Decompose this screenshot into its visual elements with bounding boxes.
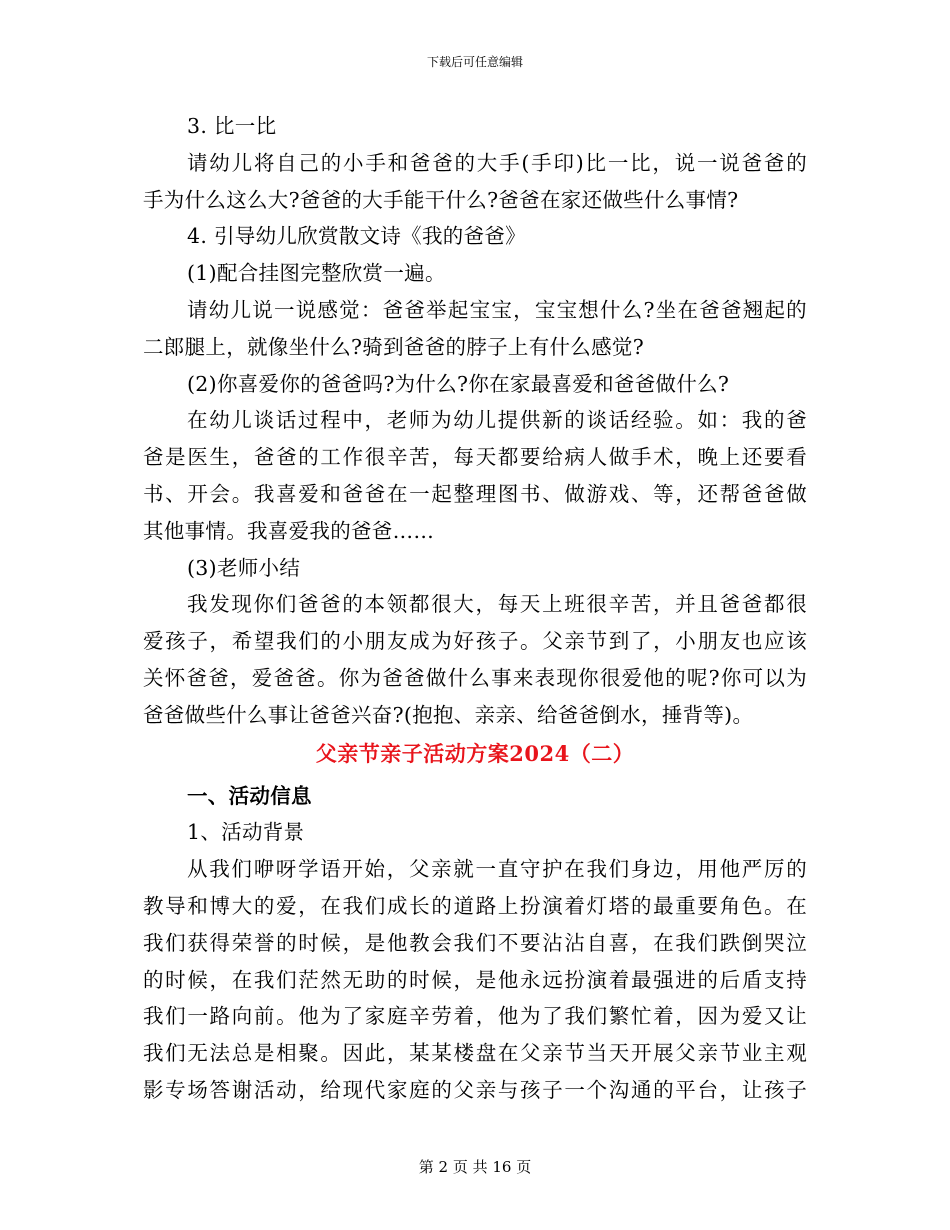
text-line: 的时候，在我们茫然无助的时候，是他永远扮演着最强进的后盾支持 <box>143 967 807 992</box>
text-block-lesson-steps <box>143 108 807 734</box>
text-line: 教导和博大的爱，在我们成长的道路上扮演着灯塔的最重要角色。在 <box>143 893 807 918</box>
text-line: 3. 比一比 <box>187 114 277 138</box>
text-line: 我们获得荣誉的时候，是他教会我们不要沾沾自喜，在我们跌倒哭泣 <box>143 930 807 955</box>
text-line: 爸爸做些什么事让爸爸兴奋?(抱抱、亲亲、给爸爸倒水，捶背等)。 <box>143 702 754 727</box>
text-line: 爱孩子，希望我们的小朋友成为好孩子。父亲节到了，小朋友也应该 <box>143 629 807 654</box>
text-line: 手为什么这么大?爸爸的大手能干什么?爸爸在家还做些什么事情? <box>143 187 739 212</box>
text-line: 从我们咿呀学语开始，父亲就一直守护在我们身边，用他严厉的 <box>187 857 807 882</box>
text-line: (1)配合挂图完整欣赏一遍。 <box>187 261 446 286</box>
text-line: 一、活动信息 <box>187 783 312 808</box>
text-line: 请幼儿说一说感觉：爸爸举起宝宝，宝宝想什么?坐在爸爸翘起的 <box>187 297 807 322</box>
text-line: (2)你喜爱你的爸爸吗?为什么?你在家最喜爱和爸爸做什么? <box>187 371 730 396</box>
text-line: 我们一路向前。他为了家庭辛劳着，他为了我们繁忙着，因为爱又让 <box>143 1004 807 1029</box>
text-block-activity-info <box>143 778 807 1109</box>
text-line: 爸是医生，爸爸的工作很辛苦，每天都要给病人做手术，晚上还要看 <box>143 445 807 470</box>
document-body <box>143 108 807 1109</box>
text-line: 二郎腿上，就像坐什么?骑到爸爸的脖子上有什么感觉? <box>143 334 644 359</box>
page-footer: 第 2 页 共 16 页 <box>418 1158 532 1176</box>
text-line: 我发现你们爸爸的本领都很大，每天上班很辛苦，并且爸爸都很 <box>187 592 807 617</box>
section-title: 父亲节亲子活动方案2024（二） <box>315 740 635 766</box>
text-line: 我们无法总是相聚。因此，某某楼盘在父亲节当天开展父亲节业主观 <box>143 1041 807 1066</box>
text-line: 请幼儿将自己的小手和爸爸的大手(手印)比一比，说一说爸爸的 <box>187 150 807 175</box>
text-line: 书、开会。我喜爱和爸爸在一起整理图书、做游戏、等，还帮爸爸做 <box>143 481 807 506</box>
text-line: (3)老师小结 <box>187 555 301 580</box>
text-line: 关怀爸爸，爱爸爸。你为爸爸做什么事来表现你很爱他的呢?你可以为 <box>143 665 807 690</box>
page-header: 下载后可任意编辑 <box>426 55 523 69</box>
text-line: 其他事情。我喜爱我的爸爸…… <box>143 518 435 543</box>
text-line: 1、活动背景 <box>187 820 305 845</box>
text-line: 影专场答谢活动，给现代家庭的父亲与孩子一个沟通的平台，让孩子 <box>143 1077 807 1102</box>
text-line: 4. 引导幼儿欣赏散文诗《我的爸爸》 <box>187 224 526 249</box>
text-line: 在幼儿谈话过程中，老师为幼儿提供新的谈话经验。如：我的爸 <box>187 408 807 433</box>
